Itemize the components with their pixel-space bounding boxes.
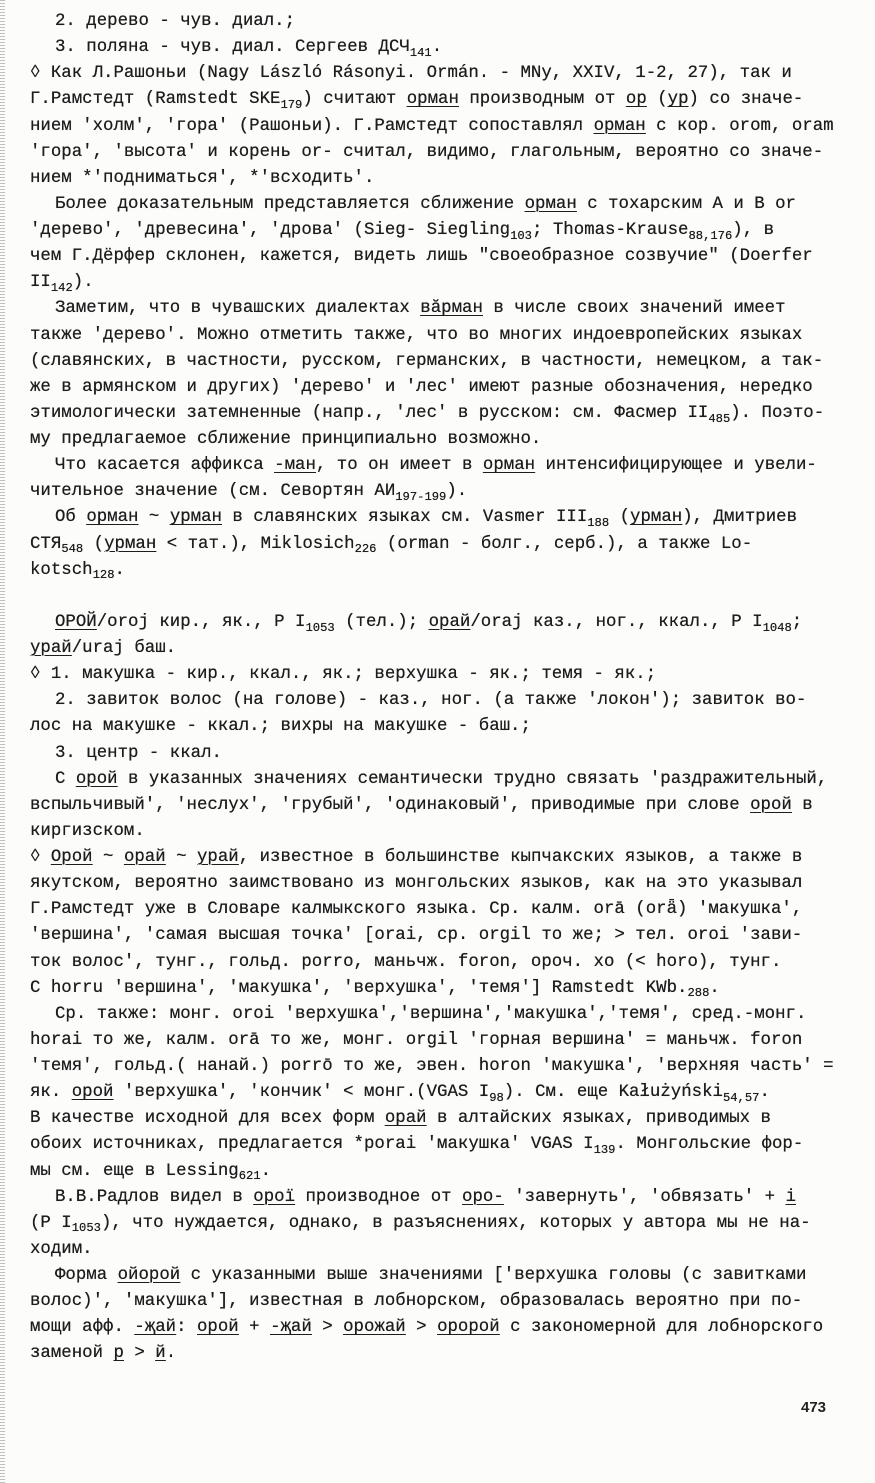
text-run: Об [55, 508, 87, 528]
text-run: также 'дерево'. Можно отметить также, что во многих индоевропейских языках [30, 325, 803, 345]
subscript-page-ref: 288 [687, 986, 710, 1001]
text-line [0, 192, 875, 218]
text-line [0, 1341, 875, 1367]
text-line [0, 923, 875, 949]
text-run: ◊ 1. макушка - кир., ккал., як.; верхушка - як.; темя - як.; [30, 665, 657, 685]
text-line [0, 349, 875, 375]
text-run: (orman - болг., серб.), а также Lo- [376, 534, 753, 554]
text-line [0, 1132, 875, 1158]
text-run: 2. завиток волос (на голове) - каз., ног. (а также 'локон'); завиток во- [55, 691, 807, 711]
text-run: Что касается аффикса [55, 456, 275, 476]
text-run: СТЯ [30, 534, 62, 554]
text-run: II [30, 273, 51, 293]
text-run: волос)', 'макушка'], известная в лобнорском, образовалась вероятно при по- [30, 1292, 803, 1312]
text-run: > [123, 1344, 156, 1364]
text-run: Ср. также: монг. oroi 'верхушка','вершина','макушка','темя', сред.-монг. [55, 1004, 807, 1024]
text-run: в числе своих значений имеет [482, 299, 786, 319]
text-run: производным от [458, 90, 626, 110]
underlined-term: орай [123, 848, 166, 867]
text-run: kotsch [30, 560, 93, 580]
text-run: мощи афф. [30, 1318, 135, 1338]
text-run: ). Поэто- [730, 403, 825, 423]
text-run: 'завернуть', 'обвязать' + [503, 1187, 786, 1207]
text-line [0, 505, 875, 531]
text-line [0, 558, 875, 584]
text-run: 'вершина', 'самая высшая точка' [orai, ср. orgil то же; > тел. oroi 'зави- [30, 926, 803, 946]
text-run: С [55, 769, 76, 789]
text-run: чительное значение (см. Севортян АИ [30, 482, 396, 502]
text-line [0, 244, 875, 270]
underlined-term: оро- [462, 1187, 504, 1207]
text-run: . Монгольские фор- [615, 1135, 804, 1155]
text-run: ; Thomas-Krause [531, 221, 689, 240]
text-run: с тохарским A и B or [576, 194, 796, 214]
text-line [0, 61, 875, 87]
text-line [0, 1080, 875, 1106]
text-run: киргизском. [30, 821, 145, 841]
text-run: ◊ [30, 848, 51, 867]
text-run: В.В.Радлов видел в [55, 1187, 254, 1207]
text-line [0, 1211, 875, 1237]
text-line [0, 166, 875, 192]
text-line [0, 950, 875, 976]
text-run: обоих источниках, предлагается *porai 'макушка' VGAS I [30, 1135, 594, 1155]
subscript-page-ref: 197-199 [395, 489, 447, 504]
text-line [0, 976, 875, 1002]
entry-headword-line [0, 610, 875, 636]
underlined-term: ОРОЙ [55, 612, 97, 632]
text-run: ток волос', тунг., гольд. porro, маньчж. foron, ороч. xo (< horo), тунг. [30, 952, 782, 972]
underlined-term: урман [169, 508, 222, 528]
text-line [0, 1263, 875, 1289]
text-line [0, 871, 875, 897]
text-run: ( [646, 90, 668, 110]
underlined-term: орой [71, 1083, 114, 1103]
text-line [0, 662, 875, 688]
text-line [0, 270, 875, 296]
underlined-term: урман [630, 508, 683, 528]
text-line [0, 1237, 875, 1263]
underlined-term: урай [30, 639, 72, 658]
subscript-page-ref: 226 [354, 542, 377, 557]
underlined-term: і [785, 1187, 796, 1207]
text-run: 3. поляна - чув. диал. Сергеев ДСЧ [55, 38, 410, 58]
text-run: В качестве исходной для всех форм [30, 1109, 385, 1129]
text-run: с указанными выше значениями ['верхушка головы (с завитками [180, 1266, 807, 1285]
text-run: ~ [92, 848, 124, 867]
text-run: С horru 'вершина', 'макушка', 'верхушка', 'темя'] Ramstedt KWb. [30, 978, 688, 998]
text-run: (тел.); [334, 612, 429, 632]
underlined-term: орої [253, 1187, 296, 1207]
text-run: ) считают [302, 90, 407, 110]
underlined-term: орман [593, 116, 646, 136]
text-line [0, 636, 875, 662]
text-run: . [260, 1161, 272, 1181]
underlined-term: ур [667, 90, 689, 110]
text-run: (славянских, в частности, русском, германских, в частности, немецком, а так- [30, 351, 824, 371]
underlined-term: урай [197, 848, 239, 867]
underlined-term: орой [75, 769, 118, 789]
underlined-term: орожай [343, 1318, 406, 1338]
underlined-term: вӑрман [420, 299, 483, 319]
text-line [0, 1054, 875, 1080]
underlined-term: ойорой [117, 1266, 181, 1285]
text-run: нием 'холм', 'гора' (Рашоньи). Г.Рамстедт сопоставлял [30, 116, 594, 136]
text-run: 3. центр - ккал. [55, 743, 222, 763]
subscript-page-ref: 128 [92, 568, 115, 583]
subscript-page-ref: 1053 [305, 620, 335, 635]
document-body [0, 9, 875, 1368]
text-run: заменой [30, 1344, 114, 1364]
text-line [0, 87, 875, 113]
underlined-term: орман [86, 508, 139, 528]
text-line [0, 1028, 875, 1054]
text-run: /oroj кир., як., Р I [96, 612, 306, 632]
text-line [0, 401, 875, 427]
text-run: Форма [55, 1266, 118, 1285]
text-line [0, 793, 875, 819]
text-line [0, 9, 875, 35]
text-run: . [114, 560, 125, 580]
underlined-term: орай [428, 612, 471, 632]
text-line [0, 767, 875, 793]
text-run: Заметим, что в чувашских диалектах [55, 299, 421, 319]
text-run: мы см. еще в Lessing [30, 1161, 239, 1181]
text-run: вспыльчивый', 'неслух', 'грубый', 'одинаковый', приводимые при слове [30, 795, 751, 815]
text-run: чем Г.Дёрфер склонен, кажется, видеть лишь "своеобразное созвучие" (Doerfer [30, 247, 813, 267]
text-run: якутском, вероятно заимствовано из монгольских языков, как на это указывал [30, 874, 803, 894]
underlined-term: й [155, 1344, 166, 1364]
underlined-term: орман [524, 194, 577, 214]
text-run: ( [609, 508, 631, 528]
text-run: лос на макушке - ккал.; вихры на макушке - баш.; [30, 717, 531, 737]
page-number: 473 [801, 1399, 827, 1416]
subscript-page-ref: 179 [280, 98, 303, 112]
text-run: Более доказательным представляется сближение [55, 194, 525, 214]
text-line [0, 296, 875, 322]
text-run: : [176, 1318, 197, 1338]
text-line [0, 218, 875, 244]
text-run: производное от [295, 1187, 463, 1207]
text-line [0, 714, 875, 740]
underlined-term: урман [104, 534, 157, 554]
text-run: . [709, 978, 720, 998]
subscript-page-ref: 485 [708, 411, 731, 426]
text-run: в [791, 795, 813, 815]
text-line [0, 427, 875, 453]
subscript-page-ref: 621 [238, 1169, 261, 1184]
underlined-term: орой [750, 795, 792, 815]
text-run: ( [83, 534, 105, 554]
text-run: > [405, 1318, 438, 1338]
text-line [0, 845, 875, 871]
text-run: ) со значе- [688, 90, 804, 110]
text-run: як. [30, 1083, 72, 1103]
text-run: му предлагаемое сближение принципиально возможно. [30, 430, 542, 449]
text-run: с кор. orom, oram [645, 116, 834, 136]
subscript-page-ref: 548 [61, 542, 84, 557]
text-run: horai то же, калм. orā то же, монг. orgil 'горная вершина' = маньчж. foron [30, 1030, 803, 1050]
text-run: ~ [165, 848, 197, 867]
text-line [0, 114, 875, 140]
subscript-page-ref: 54,57 [722, 1090, 760, 1105]
subscript-page-ref: 1048 [762, 620, 792, 635]
text-run: , известное в большинстве кыпчакских языков, а также в [238, 848, 803, 867]
text-run: 2. дерево - чув. диал.; [55, 12, 296, 31]
text-run: Г.Рамстедт (Ramstedt SKE [30, 90, 281, 110]
subscript-page-ref: 103 [510, 228, 532, 243]
subscript-page-ref: 139 [593, 1143, 616, 1157]
text-run: нием *'подниматься', *'всходить'. [30, 168, 375, 188]
text-run: этимологически затемненные (напр., 'лес' в русском: см. Фасмер II [30, 403, 709, 423]
text-run: ), что нуждается, однако, в разъяснениях, которых у автора мы не на- [100, 1213, 811, 1233]
underlined-term: р [113, 1344, 124, 1364]
text-line [0, 532, 875, 558]
text-line [0, 741, 875, 767]
underlined-term: -җай [134, 1318, 177, 1338]
text-run: , то он имеет в [315, 456, 483, 476]
text-line [0, 140, 875, 166]
text-run: /uraj баш. [71, 639, 177, 658]
subscript-page-ref: 141 [409, 45, 432, 60]
text-run: 'гора', 'высота' и корень or- считал, видимо, глагольным, вероятно со значе- [30, 142, 824, 162]
text-run: ), в [732, 221, 775, 240]
text-run: . [165, 1344, 177, 1364]
text-run: интенсифицирующее и увели- [535, 456, 817, 476]
text-run: ). [446, 482, 468, 502]
text-line [0, 1185, 875, 1211]
text-run: с закономерной для лобнорского [499, 1318, 824, 1338]
text-line [0, 453, 875, 479]
text-run: 'темя', гольд.( нанай.) porrō то же, эвен. horon 'макушка', 'верхняя часть' = [30, 1057, 834, 1076]
text-run: . [759, 1083, 770, 1103]
text-run: Г.Рамстедт уже в Словаре калмыкского языка. Ср. калм. orā (orǟ) 'макушка', [30, 900, 803, 920]
text-run: ◊ Как Л.Рашоньи (Nagy László Rásonyi. Ormán. - MNy, XXIV, 1-2, 27), так и [30, 64, 792, 84]
text-run: же в армянском и других) 'дерево' и 'лес' имеют разные обозначения, нередко [30, 377, 813, 397]
subscript-page-ref: 188 [587, 516, 610, 530]
underlined-term: оророй [437, 1318, 500, 1338]
text-run: ходим. [30, 1239, 93, 1259]
underlined-term: орман [482, 456, 536, 476]
underlined-term: ор [625, 90, 647, 110]
text-run: /oraj каз., ног., ккал., Р I [470, 612, 763, 632]
subscript-page-ref: 88,176 [688, 228, 733, 243]
text-run: (Р I [30, 1213, 72, 1233]
text-run: . [431, 38, 443, 58]
underlined-term: орай [384, 1109, 427, 1129]
blank-line [0, 584, 875, 610]
subscript-page-ref: 1053 [71, 1221, 101, 1236]
text-run: 'верхушка', 'кончик' < монг.(VGAS I [113, 1083, 490, 1103]
text-run: в указанных значениях семантически трудно связать 'раздражительный, [117, 769, 828, 789]
text-run: 'дерево', 'древесина', 'дрова' (Sieg- Siegling [30, 221, 511, 240]
text-run: ), Дмитриев [682, 508, 798, 528]
text-line [0, 688, 875, 714]
text-run: в славянских языках см. Vasmer III [222, 508, 588, 528]
text-run: > [311, 1318, 344, 1338]
text-line [0, 1315, 875, 1341]
text-line [0, 35, 875, 61]
underlined-term: орой [197, 1318, 239, 1338]
text-line [0, 323, 875, 349]
text-run: ~ [138, 508, 170, 528]
text-run: < тат.), Miklosich [156, 534, 355, 554]
text-run: + [238, 1318, 271, 1338]
text-run: ; [791, 612, 803, 632]
underlined-term: Орой [50, 848, 93, 867]
text-line [0, 1159, 875, 1185]
text-line [0, 1106, 875, 1132]
text-line [0, 375, 875, 401]
underlined-term: -ман [274, 456, 316, 476]
subscript-page-ref: 98 [489, 1090, 504, 1105]
text-line [0, 897, 875, 923]
subscript-page-ref: 142 [50, 280, 73, 295]
underlined-term: -җай [270, 1318, 312, 1338]
text-run: ). [72, 273, 94, 293]
text-run: в алтайских языках, приводимых в [426, 1109, 771, 1129]
text-run: ). См. еще Kałużyński [503, 1083, 723, 1103]
text-line [0, 479, 875, 505]
text-line [0, 819, 875, 845]
underlined-term: орман [406, 90, 459, 110]
text-line [0, 1289, 875, 1315]
text-line [0, 1002, 875, 1028]
